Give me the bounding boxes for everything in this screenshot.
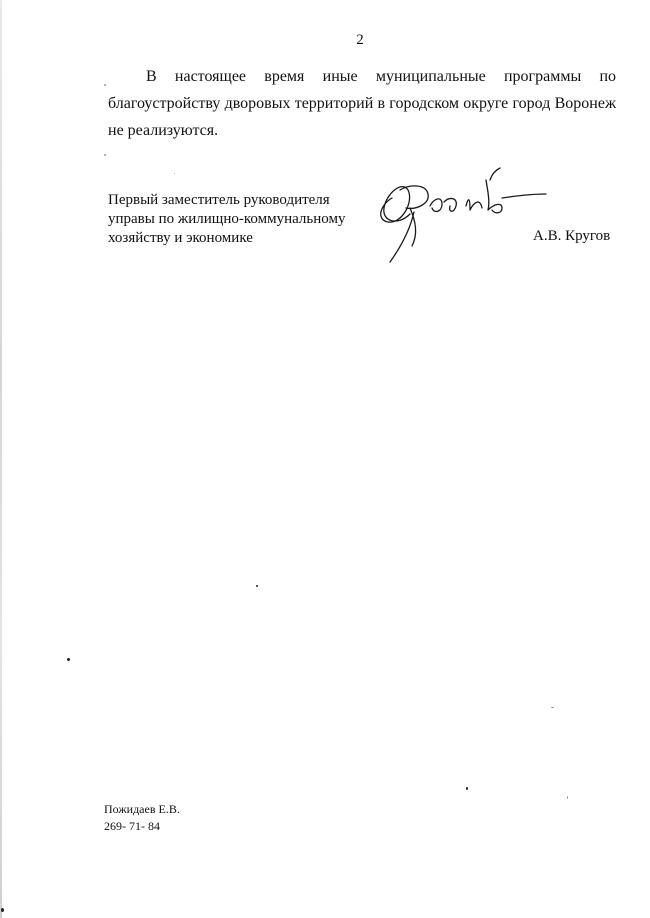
scan-speck [174, 173, 175, 174]
scan-speck [466, 787, 468, 790]
signer-name: А.В. Кругов [533, 228, 611, 244]
scan-speck [1, 908, 4, 912]
position-line-1: Первый заместитель руководителя [108, 192, 330, 208]
scan-speck [104, 154, 106, 156]
position-line-2: управы по жилищно-коммунальному [108, 211, 346, 227]
page-number: 2 [356, 32, 364, 48]
scan-edge [0, 0, 2, 918]
body-paragraph [108, 63, 616, 144]
contact-phone: 269- 71- 84 [104, 819, 160, 833]
scan-speck [551, 707, 554, 708]
contact-person: Пожидаев Е.В. [104, 802, 180, 816]
handwritten-signature [370, 150, 550, 270]
contact-info [104, 801, 180, 835]
signatory-position [108, 191, 368, 248]
scan-speck [567, 796, 568, 799]
scan-speck [256, 585, 258, 587]
paragraph-text: В настоящее время иные муниципальные программы по благоустройству дворовых территорий в городском округе город Воронеж не реализуются. [108, 68, 616, 139]
scan-speck [104, 84, 106, 86]
scan-speck [67, 658, 70, 661]
position-line-3: хозяйству и экономике [108, 230, 253, 246]
